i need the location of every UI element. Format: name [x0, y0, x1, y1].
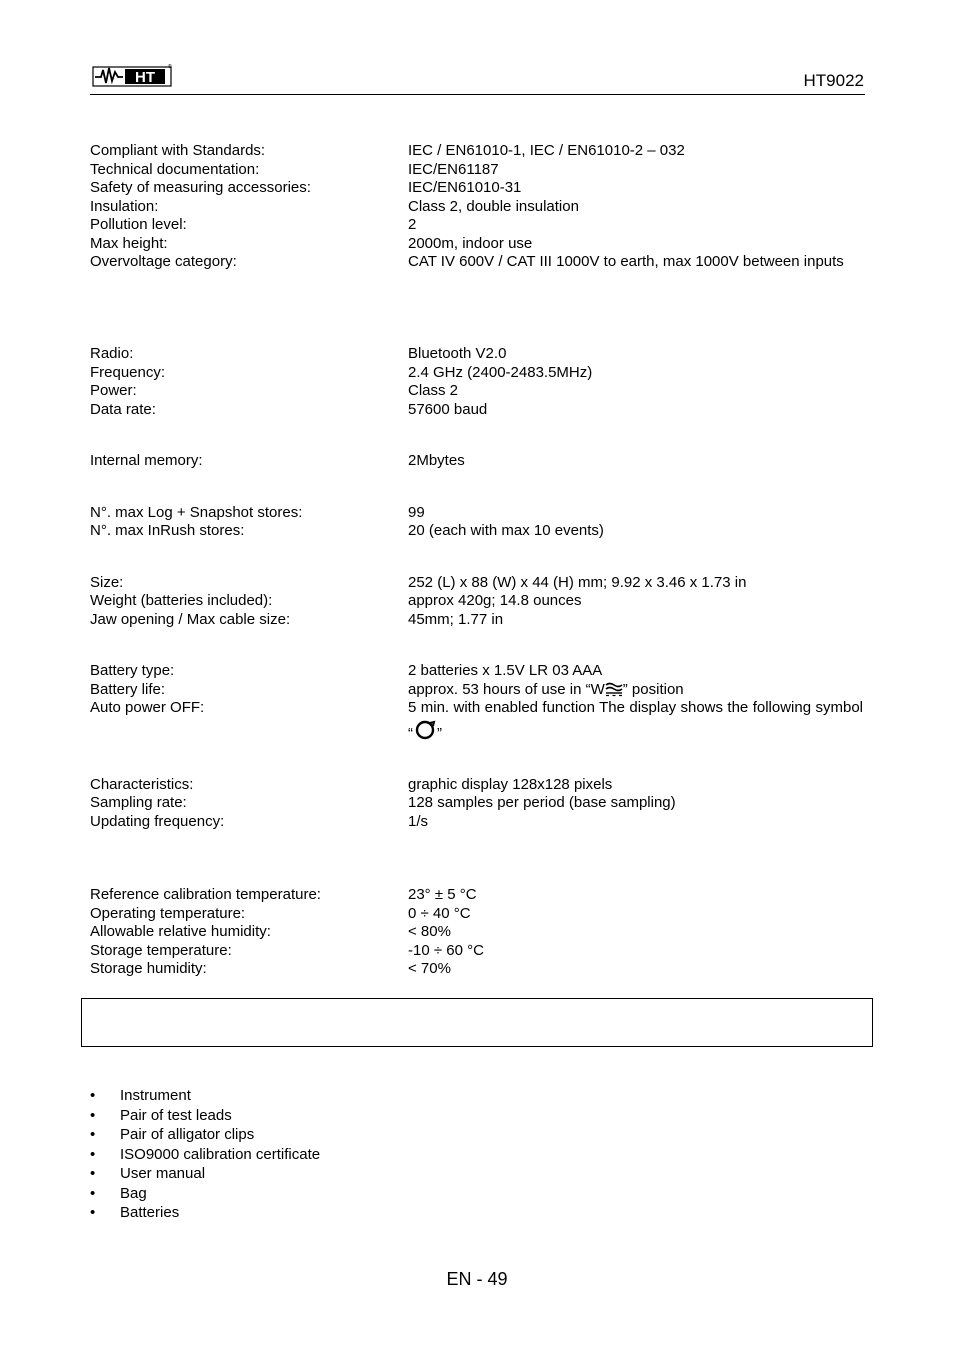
spec-value: 23° ± 5 °C: [408, 886, 477, 903]
list-item-text: Pair of test leads: [120, 1107, 232, 1124]
spec-label: Pollution level:: [90, 216, 187, 233]
auto-off-text-end: ”: [437, 725, 442, 742]
spec-label: Technical documentation:: [90, 161, 260, 178]
spec-value: 2 batteries x 1.5V LR 03 AAA: [408, 662, 603, 679]
spec-label: Internal memory:: [90, 452, 203, 469]
spec-value: 252 (L) x 88 (W) x 44 (H) mm; 9.92 x 3.46 x 1.73 in: [408, 574, 747, 591]
header-divider: [90, 94, 865, 95]
spec-value: < 70%: [408, 960, 451, 977]
spec-label: Reference calibration temperature:: [90, 886, 321, 903]
spec-value: Bluetooth V2.0: [408, 345, 507, 362]
svg-text:®: ®: [168, 64, 172, 70]
spec-label: Power:: [90, 382, 137, 399]
spec-label: Insulation:: [90, 198, 159, 215]
bullet: •: [90, 1126, 96, 1143]
spec-value: 20 (each with max 10 events): [408, 522, 604, 539]
model-name: HT9022: [803, 71, 864, 90]
spec-value: IEC/EN61010-31: [408, 179, 522, 196]
spec-value: 57600 baud: [408, 401, 488, 418]
bullet: •: [90, 1146, 96, 1163]
spec-label: Size:: [90, 574, 124, 591]
list-item-text: Instrument: [120, 1087, 191, 1104]
list-item-text: Bag: [120, 1185, 147, 1202]
spec-label: Auto power OFF:: [90, 699, 205, 716]
battery-life-text: approx. 53 hours of use in “W: [408, 681, 605, 698]
spec-label: Max height:: [90, 235, 168, 252]
spec-value: 45mm; 1.77 in: [408, 611, 504, 628]
spec-label: Operating temperature:: [90, 905, 246, 922]
spec-label: Data rate:: [90, 401, 156, 418]
battery-life-text-end: ” position: [622, 681, 684, 698]
spec-label: Jaw opening / Max cable size:: [90, 611, 291, 628]
spec-value: 2000m, indoor use: [408, 235, 533, 252]
bullet: •: [90, 1107, 96, 1124]
bullet: •: [90, 1204, 96, 1221]
spec-label: Storage humidity:: [90, 960, 207, 977]
list-item-text: ISO9000 calibration certificate: [120, 1146, 321, 1163]
spec-label: Sampling rate:: [90, 794, 187, 811]
spec-value: IEC/EN61187: [408, 161, 499, 178]
spec-value: CAT IV 600V / CAT III 1000V to earth, max 1000V between inputs: [408, 253, 844, 270]
spec-label: Weight (batteries included):: [90, 592, 273, 609]
auto-power-off-icon: [413, 720, 437, 748]
spec-value: 1/s: [408, 813, 429, 830]
spec-label: Compliant with Standards:: [90, 142, 266, 159]
spec-label: Overvoltage category:: [90, 253, 237, 270]
list-item-text: Batteries: [120, 1204, 180, 1221]
spec-value: IEC / EN61010-1, IEC / EN61010-2 – 032: [408, 142, 685, 159]
spec-value: 99: [408, 504, 425, 521]
spec-label: N°. max Log + Snapshot stores:: [90, 504, 303, 521]
spec-label: Radio:: [90, 345, 134, 362]
logo-text: HT: [135, 69, 155, 86]
ht-logo: [93, 62, 171, 88]
spec-value: Class 2: [408, 382, 459, 399]
spec-label: Frequency:: [90, 364, 166, 381]
spec-value: [408, 696, 863, 748]
spec-value: 2Mbytes: [408, 452, 465, 469]
spec-value: Class 2, double insulation: [408, 198, 579, 215]
list-item-text: Pair of alligator clips: [120, 1126, 255, 1143]
bullet: •: [90, 1165, 96, 1182]
bullet: •: [90, 1087, 96, 1104]
spec-value: < 80%: [408, 923, 451, 940]
spec-value: 128 samples per period (base sampling): [408, 794, 676, 811]
auto-off-text: 5 min. with enabled function The display shows the following symbol “: [408, 699, 863, 742]
spec-value: 0 ÷ 40 °C: [408, 905, 471, 922]
spec-label: Safety of measuring accessories:: [90, 179, 311, 196]
spec-label: Allowable relative humidity:: [90, 923, 271, 940]
spec-value: 2: [408, 216, 417, 233]
spec-label: Storage temperature:: [90, 942, 232, 959]
bullet: •: [90, 1185, 96, 1202]
spec-label: Battery type:: [90, 662, 175, 679]
spec-label: N°. max InRush stores:: [90, 522, 245, 539]
spec-label: Updating frequency:: [90, 813, 225, 830]
spec-value: approx 420g; 14.8 ounces: [408, 592, 582, 609]
page-number: EN - 49: [446, 1269, 508, 1289]
spec-label: Characteristics:: [90, 776, 194, 793]
section-heading-box: [81, 998, 873, 1047]
spec-value: 2.4 GHz (2400-2483.5MHz): [408, 364, 593, 381]
spec-value: -10 ÷ 60 °C: [408, 942, 484, 959]
spec-label: Battery life:: [90, 681, 166, 698]
list-item-text: User manual: [120, 1165, 206, 1182]
spec-value: graphic display 128x128 pixels: [408, 776, 613, 793]
